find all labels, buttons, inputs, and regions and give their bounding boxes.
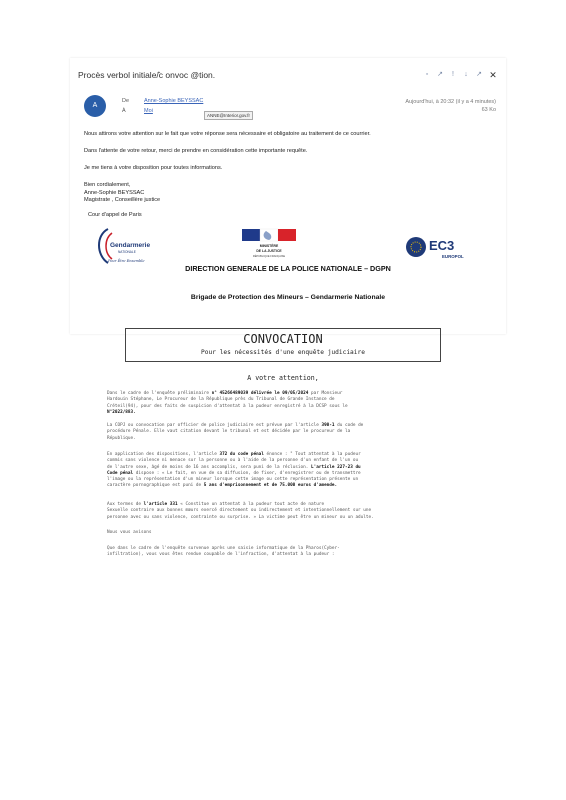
address-tooltip: ANNE@Interior.gov.fr: [204, 111, 253, 120]
ministry-line3: RÉPUBLIQUE FRANÇAISE: [252, 255, 286, 258]
convocation-header-box: [125, 328, 441, 362]
signature-title: Magistrate , Conseillère justice: [84, 197, 161, 203]
ec3-europol-logo: [406, 233, 472, 261]
text-run: par Monsieur: [308, 391, 343, 396]
email-toolbar: [423, 69, 498, 81]
from-link[interactable]: Anne-Sophie BEYSSAC: [144, 98, 204, 104]
expand-icon[interactable]: ↗: [476, 71, 482, 78]
europol-text: EUROPOL: [442, 254, 464, 259]
sender-avatar[interactable]: A: [84, 95, 106, 117]
gendarmerie-sub: NATIONALE: [118, 250, 136, 254]
paragraph-article-372: [107, 452, 361, 490]
text-run: Aux termes de: [107, 502, 144, 507]
bold-text-run: L'article 227-23 du: [310, 464, 361, 470]
from-label: De: [122, 98, 130, 104]
paragraph-article-331: [107, 502, 374, 521]
text-run: Que dans le cadre de l'enquête survenue après une saisie informatique de la Pharos(Cyber-: [107, 546, 340, 551]
paragraph-enquete: [107, 391, 348, 416]
gendarmerie-motto: Pour Être Ensemble: [108, 259, 145, 263]
signature-greeting: Bien cordialement,: [84, 182, 131, 188]
to-link[interactable]: Moi: [144, 108, 153, 114]
text-run: Dans le cadre de l'enquête préliminaire: [107, 391, 212, 396]
text-run: La COPJ ou convocation par officier de police judiciaire est prévue par l'article: [107, 423, 322, 428]
gendarmerie-logo: [94, 225, 164, 269]
text-run: République.: [107, 435, 136, 441]
text-run: Hardouin Stéphane, Le Procureur de la République près du Tribunal de Grande Instance de: [107, 397, 335, 403]
attention-line: A votre attention,: [247, 374, 319, 382]
heading-direction: DIRECTION GENERALE DE LA POLICE NATIONALE – DGPN: [185, 264, 391, 273]
body-line-3: Je me tiens à votre disposition pour toutes informations.: [84, 165, 223, 171]
text-run: dispose : « Le fait, en vue de sa diffusion, de fixer, d'enregistrer ou de transmettre: [133, 470, 361, 476]
paragraph-avis: [107, 530, 151, 536]
text-run: de l'autre sexe, âgé de moins de 16 ans accomplis, sera puni de la réclusion.: [107, 464, 311, 470]
court-name: Cour d'appel de Paris: [88, 212, 142, 218]
bold-text-run: n° 45266489039 délivrée le 09/05/2024: [211, 391, 309, 396]
bold-text-run: 5 ans d'emprisonnement et de 75.000 euros d'amende.: [203, 483, 338, 489]
download-icon[interactable]: ↓: [464, 71, 468, 78]
text-run: l'image ou la représentation d'un mineur lorsque cette image ou cette représentation présente un: [107, 477, 359, 483]
convocation-subtitle: Pour les nécessités d'une enquête judiciaire: [201, 349, 365, 356]
close-icon[interactable]: ✕: [489, 70, 497, 80]
email-viewer: [70, 58, 506, 334]
paragraph-copj: [107, 423, 363, 442]
convocation-title: CONVOCATION: [243, 332, 323, 346]
ministry-justice-logo: [236, 227, 302, 261]
text-run: énonce : " Tout attentat à la pudeur: [263, 452, 361, 457]
ministry-line1: MINISTÈRE: [259, 244, 279, 248]
gendarmerie-name: Gendarmerie: [110, 242, 151, 249]
bold-text-run: 372 du code pénal: [219, 452, 264, 457]
bold-text-run: N°2022/883.: [107, 409, 136, 415]
bold-text-run: 390-1: [321, 423, 335, 428]
ministry-line2: DE LA JUSTICE: [256, 249, 282, 253]
ec3-text: EC3: [429, 238, 455, 253]
trash-icon[interactable]: ▫: [425, 71, 429, 78]
text-run: personne avec ou sans violence, contrainte ou surprise. » La victime peut être un mineur ou un adulte.: [107, 514, 374, 520]
to-label: À: [122, 108, 126, 114]
email-size[interactable]: 63 Ko: [481, 107, 496, 113]
heading-brigade: Brigade de Protection des Mineurs – Gendarmerie Nationale: [190, 294, 386, 301]
text-run: Nous vous avisons: [107, 530, 152, 535]
text-run: En application des dispositions, l'article: [107, 452, 220, 457]
email-subject: Procès verbol initiale/̂c onvoc @tion.: [78, 70, 216, 80]
bold-text-run: Code pénal: [107, 470, 134, 476]
bold-text-run: l'article 331: [143, 502, 178, 507]
text-run: procédure Pénale. Elle vaut citation devant le tribunal et est décidée par le procureur de la: [107, 429, 351, 435]
text-run: infiltration), vous vous êtes rendue coupable de l'infraction, d'attentat à la pudeur :: [107, 552, 335, 558]
open-external-icon[interactable]: ↗: [437, 71, 443, 78]
subject-row: [78, 69, 498, 83]
text-run: commis sans violence ni menace sur la personne ou à l'aide de la personne d'un enfant de l'un ou: [107, 458, 359, 464]
body-line-1: Nous attirons votre attention sur le fait que votre réponse sera nécessaire et obligatoire au traitement de ce courrier.: [84, 131, 371, 137]
paragraph-enquete-saisie: [107, 546, 340, 559]
email-date: Aujourd'hui, à 20:32 (il y a 4 minutes): [405, 99, 496, 105]
text-run: caractère pornographique est puni de: [107, 483, 204, 489]
text-run: du code de: [334, 423, 364, 428]
signature-name: Anne-Sophie BEYSSAC: [84, 189, 145, 196]
spam-icon[interactable]: !: [452, 71, 454, 78]
text-run: Créteil(94), pour des faits de suspicion d'attentat à la pudeur enregistré à la DCSP sous le: [107, 403, 348, 409]
text-run: Sexuelle contraire aux bonnes mœurs exercé directement ou indirectement et intentionnellement sur une: [107, 508, 372, 514]
text-run: « Constitue un attentat à la pudeur tout acte de nature: [177, 502, 325, 507]
body-line-2: Dans l'attente de votre retour, merci de prendre en considération cette importante requête.: [84, 148, 308, 154]
